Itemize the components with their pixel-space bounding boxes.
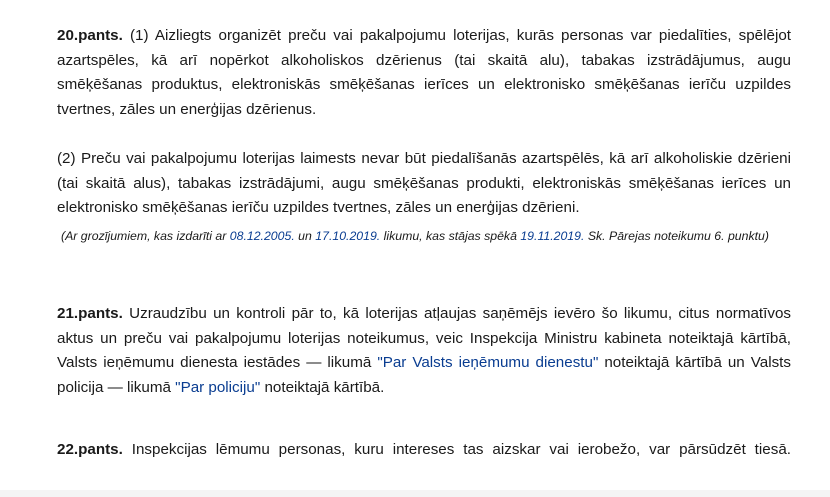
note-text: (Ar grozījumiem, kas izdarīti ar — [61, 229, 230, 243]
amendment-link-2005[interactable]: 08.12.2005. — [229, 229, 295, 243]
amendment-link-2019[interactable]: 17.10.2019. — [315, 229, 381, 243]
article-21 — [57, 302, 791, 400]
article-21-text: Uzraudzību un kontroli pār to, kā loterijas atļaujas saņēmējs ievēro šo likumu, citus normatīvos aktus un preču vai pakalpojumu loterijas noteikumus, veic Inspekcija Ministru kabineta noteiktajā kārtībā, Valsts ieņēmumu dienesta iestādes — likumā — [57, 305, 791, 372]
article-20-paragraph-1 — [57, 24, 791, 122]
article-20-p2-text: (2) Preču vai pakalpojumu loterijas laimests nevar būt piedalīšanās azartspēlēs, kā arī alkoholiskie dzērieni (tai skaitā alus), tabakas izstrādājumi, augu smēķēšanas produkti, elektroniskās smēķēšanas ierīces un elektronisko smēķēšanas ierīču uzpildes tvertnes, zāles un enerģijas dzērieni. — [57, 150, 791, 217]
article-22 — [57, 438, 791, 487]
law-link-state-revenue-service[interactable]: "Par Valsts ieņēmumu dienestu" — [377, 354, 599, 372]
article-21-label: 21.pants. — [57, 305, 123, 322]
article-22-text: Inspekcijas lēmumu personas, kuru intereses tas aizskar vai ierobežo, var pārsūdzēt tiesā. — [122, 441, 791, 458]
article-20-paragraph-2 — [57, 147, 791, 221]
note-text: Sk. — [584, 229, 610, 243]
transitional-provisions-text: Pārejas noteikumu 6. punktu — [609, 229, 765, 243]
article-20-label: 20.pants. — [57, 27, 123, 44]
effective-date-link[interactable]: 19.11.2019. — [520, 229, 585, 243]
article-21-text: noteiktajā kārtībā. — [260, 378, 385, 396]
article-21-text: noteiktajā kārtībā un Valsts policija — likumā — [57, 354, 791, 396]
note-text: likumu, kas stājas spēkā — [380, 229, 521, 243]
note-text: ) — [764, 229, 769, 243]
law-link-police[interactable]: "Par policiju" — [175, 378, 261, 396]
amendment-note — [61, 226, 791, 247]
page-bottom-band — [0, 490, 830, 497]
article-20-p1-text: (1) Aizliegts organizēt preču vai pakalpojumu loterijas, kurās personas var piedalīties, spēlējot azartspēles, kā arī nopērkot alkoholiskos dzērienus (tai skaitā alu), tabakas izstrādājumus, augu smēķēšanas produktus, elektroniskās smēķēšanas ierīces un elektronisko smēķēšanas ierīču uzpildes tvertnes, zāles un enerģijas dzērienus. — [57, 27, 791, 118]
article-22-label: 22.pants. — [57, 441, 123, 458]
note-text: un — [294, 229, 316, 243]
